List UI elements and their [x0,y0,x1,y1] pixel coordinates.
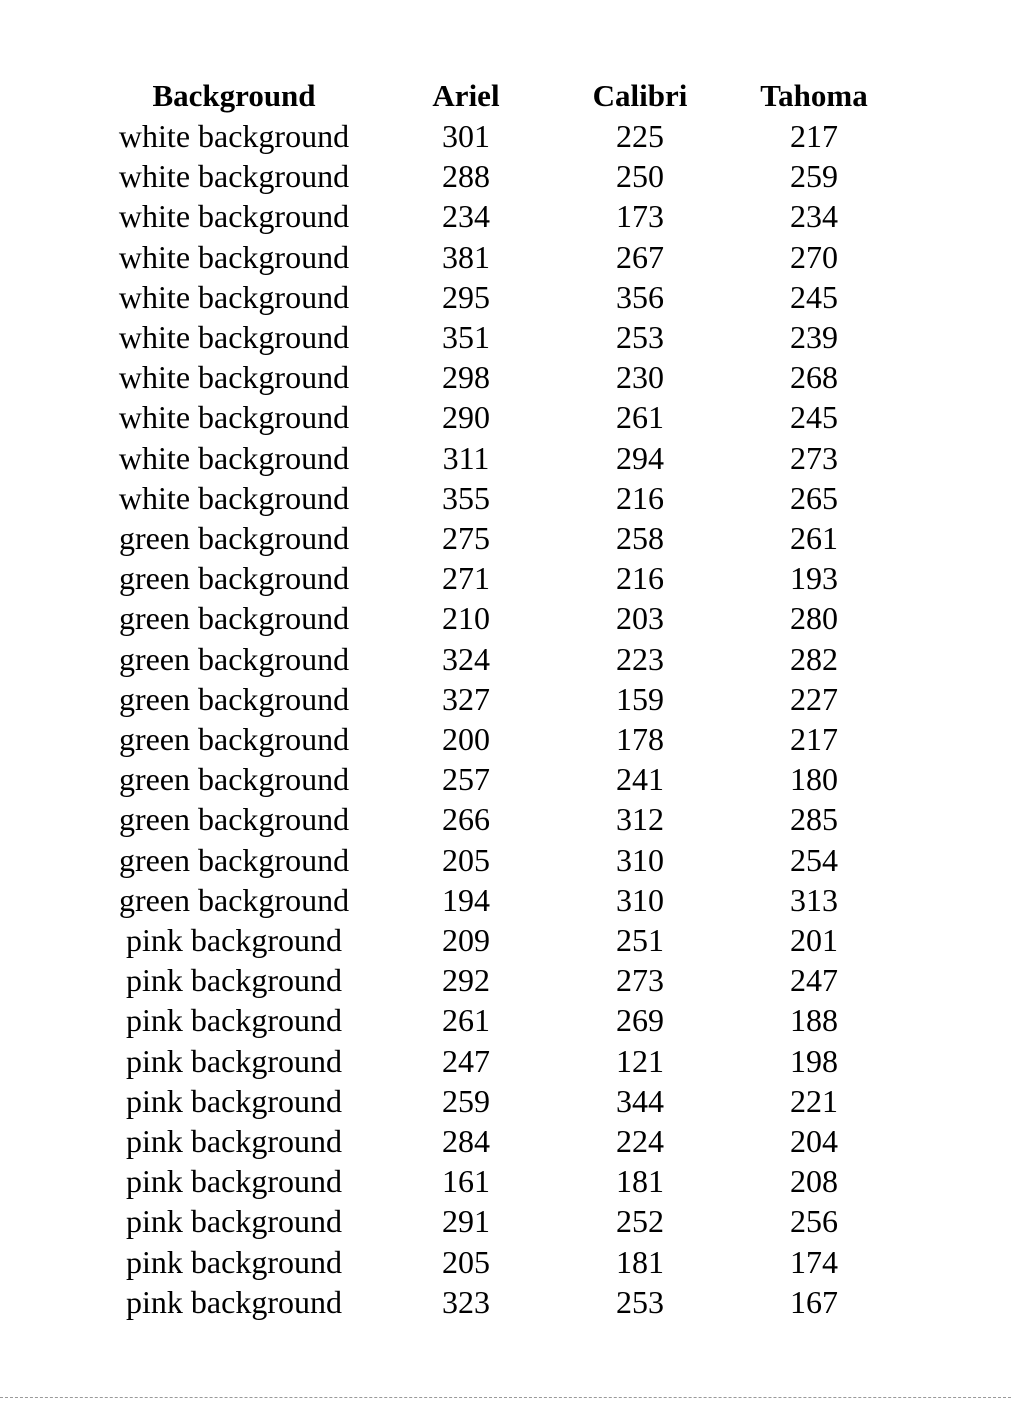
table-row [0,920,1011,960]
calibri-cell: 250 [616,158,664,194]
table-row [0,719,1011,759]
tahoma-cell: 245 [790,279,838,315]
table-row [0,598,1011,638]
background-cell: pink background [126,1083,342,1119]
calibri-cell: 224 [616,1123,664,1159]
table-row [0,1000,1011,1040]
background-cell: green background [118,801,350,837]
tahoma-cell: 280 [790,600,838,636]
calibri-cell: 356 [616,279,664,315]
tahoma-cell: 270 [790,239,838,275]
tahoma-cell: 167 [790,1284,838,1320]
calibri-cell: 344 [616,1083,664,1119]
tahoma-cell: 247 [790,962,838,998]
calibri-cell: 241 [616,761,664,797]
ariel-cell: 288 [442,158,490,194]
calibri-cell: 178 [616,721,664,757]
table-row [0,1081,1011,1121]
tahoma-cell: 217 [790,721,838,757]
background-cell: green background [118,681,350,717]
background-cell: pink background [126,922,342,958]
calibri-cell: 253 [616,1284,664,1320]
table-header-row [0,76,1011,116]
ariel-cell: 210 [442,600,490,636]
header-tahoma: Tahoma [760,78,868,113]
table-row [0,478,1011,518]
background-cell: pink background [126,1284,342,1320]
ariel-cell: 295 [442,279,490,315]
ariel-cell: 275 [442,520,490,556]
header-ariel: Ariel [432,78,500,113]
tahoma-cell: 268 [790,359,838,395]
tahoma-cell: 201 [790,922,838,958]
ariel-cell: 257 [442,761,490,797]
background-cell: white background [118,279,350,315]
tahoma-cell: 313 [790,882,838,918]
ariel-cell: 351 [442,319,490,355]
table-row [0,397,1011,437]
tahoma-cell: 239 [790,319,838,355]
calibri-cell: 181 [616,1163,664,1199]
ariel-cell: 355 [442,480,490,516]
table-row [0,679,1011,719]
table-row [0,639,1011,679]
background-cell: pink background [126,1002,342,1038]
calibri-cell: 267 [616,239,664,275]
ariel-cell: 266 [442,801,490,837]
table-row [0,1201,1011,1241]
calibri-cell: 310 [616,882,664,918]
ariel-cell: 261 [442,1002,490,1038]
header-background: Background [152,78,316,113]
tahoma-cell: 282 [790,641,838,677]
calibri-cell: 252 [616,1203,664,1239]
table-row [0,1242,1011,1282]
calibri-cell: 251 [616,922,664,958]
ariel-cell: 271 [442,560,490,596]
calibri-cell: 230 [616,359,664,395]
ariel-cell: 284 [442,1123,490,1159]
background-cell: green background [118,842,350,878]
calibri-cell: 253 [616,319,664,355]
ariel-cell: 194 [442,882,490,918]
tahoma-cell: 265 [790,480,838,516]
ariel-cell: 291 [442,1203,490,1239]
calibri-cell: 225 [616,118,664,154]
table-row [0,317,1011,357]
calibri-cell: 261 [616,399,664,435]
tahoma-cell: 180 [790,761,838,797]
calibri-cell: 216 [616,560,664,596]
calibri-cell: 173 [616,198,664,234]
tahoma-cell: 285 [790,801,838,837]
tahoma-cell: 217 [790,118,838,154]
background-cell: green background [118,560,350,596]
tahoma-cell: 221 [790,1083,838,1119]
ariel-cell: 290 [442,399,490,435]
table-row [0,237,1011,277]
background-cell: green background [118,882,350,918]
ariel-cell: 324 [442,641,490,677]
ariel-cell: 234 [442,198,490,234]
background-cell: green background [118,761,350,797]
calibri-cell: 203 [616,600,664,636]
table-row [0,1121,1011,1161]
ariel-cell: 298 [442,359,490,395]
table-row [0,759,1011,799]
table-row [0,960,1011,1000]
background-cell: white background [118,359,350,395]
calibri-cell: 269 [616,1002,664,1038]
calibri-cell: 258 [616,520,664,556]
table-row [0,357,1011,397]
table-row [0,438,1011,478]
background-cell: pink background [126,1123,342,1159]
background-cell: white background [118,118,350,154]
background-cell: white background [118,440,350,476]
background-cell: green background [118,520,350,556]
ariel-cell: 292 [442,962,490,998]
background-cell: white background [118,399,350,435]
tahoma-cell: 198 [790,1043,838,1079]
background-cell: green background [118,641,350,677]
ariel-cell: 311 [442,440,490,476]
background-cell: pink background [126,1244,342,1280]
tahoma-cell: 259 [790,158,838,194]
ariel-cell: 205 [442,1244,490,1280]
ariel-cell: 209 [442,922,490,958]
ariel-cell: 323 [442,1284,490,1320]
table-row [0,840,1011,880]
calibri-cell: 223 [616,641,664,677]
calibri-cell: 310 [616,842,664,878]
tahoma-cell: 188 [790,1002,838,1038]
calibri-cell: 121 [616,1043,664,1079]
background-cell: pink background [126,1203,342,1239]
table-row [0,1161,1011,1201]
background-cell: white background [118,319,350,355]
tahoma-cell: 245 [790,399,838,435]
background-cell: green background [118,600,350,636]
ariel-cell: 381 [442,239,490,275]
background-cell: pink background [126,1043,342,1079]
table-row [0,277,1011,317]
ariel-cell: 327 [442,681,490,717]
calibri-cell: 312 [616,801,664,837]
background-cell: white background [118,158,350,194]
table-row [0,799,1011,839]
tahoma-cell: 256 [790,1203,838,1239]
tahoma-cell: 193 [790,560,838,596]
table-row [0,196,1011,236]
background-cell: green background [118,721,350,757]
header-calibri: Calibri [592,78,688,113]
background-cell: white background [118,239,350,275]
table-row [0,880,1011,920]
calibri-cell: 273 [616,962,664,998]
tahoma-cell: 208 [790,1163,838,1199]
background-cell: white background [118,198,350,234]
background-cell: white background [118,480,350,516]
ariel-cell: 161 [442,1163,490,1199]
tahoma-cell: 227 [790,681,838,717]
table-row [0,1041,1011,1081]
background-cell: pink background [126,962,342,998]
ariel-cell: 301 [442,118,490,154]
calibri-cell: 181 [616,1244,664,1280]
ariel-cell: 247 [442,1043,490,1079]
table-row [0,518,1011,558]
calibri-cell: 159 [616,681,664,717]
page-bottom-divider [0,1397,1011,1398]
ariel-cell: 200 [442,721,490,757]
calibri-cell: 294 [616,440,664,476]
ariel-cell: 259 [442,1083,490,1119]
tahoma-cell: 204 [790,1123,838,1159]
tahoma-cell: 234 [790,198,838,234]
table-row [0,156,1011,196]
table-row [0,1282,1011,1322]
tahoma-cell: 273 [790,440,838,476]
background-cell: pink background [126,1163,342,1199]
ariel-cell: 205 [442,842,490,878]
tahoma-cell: 254 [790,842,838,878]
table-row [0,116,1011,156]
tahoma-cell: 261 [790,520,838,556]
table-row [0,558,1011,598]
tahoma-cell: 174 [790,1244,838,1280]
calibri-cell: 216 [616,480,664,516]
